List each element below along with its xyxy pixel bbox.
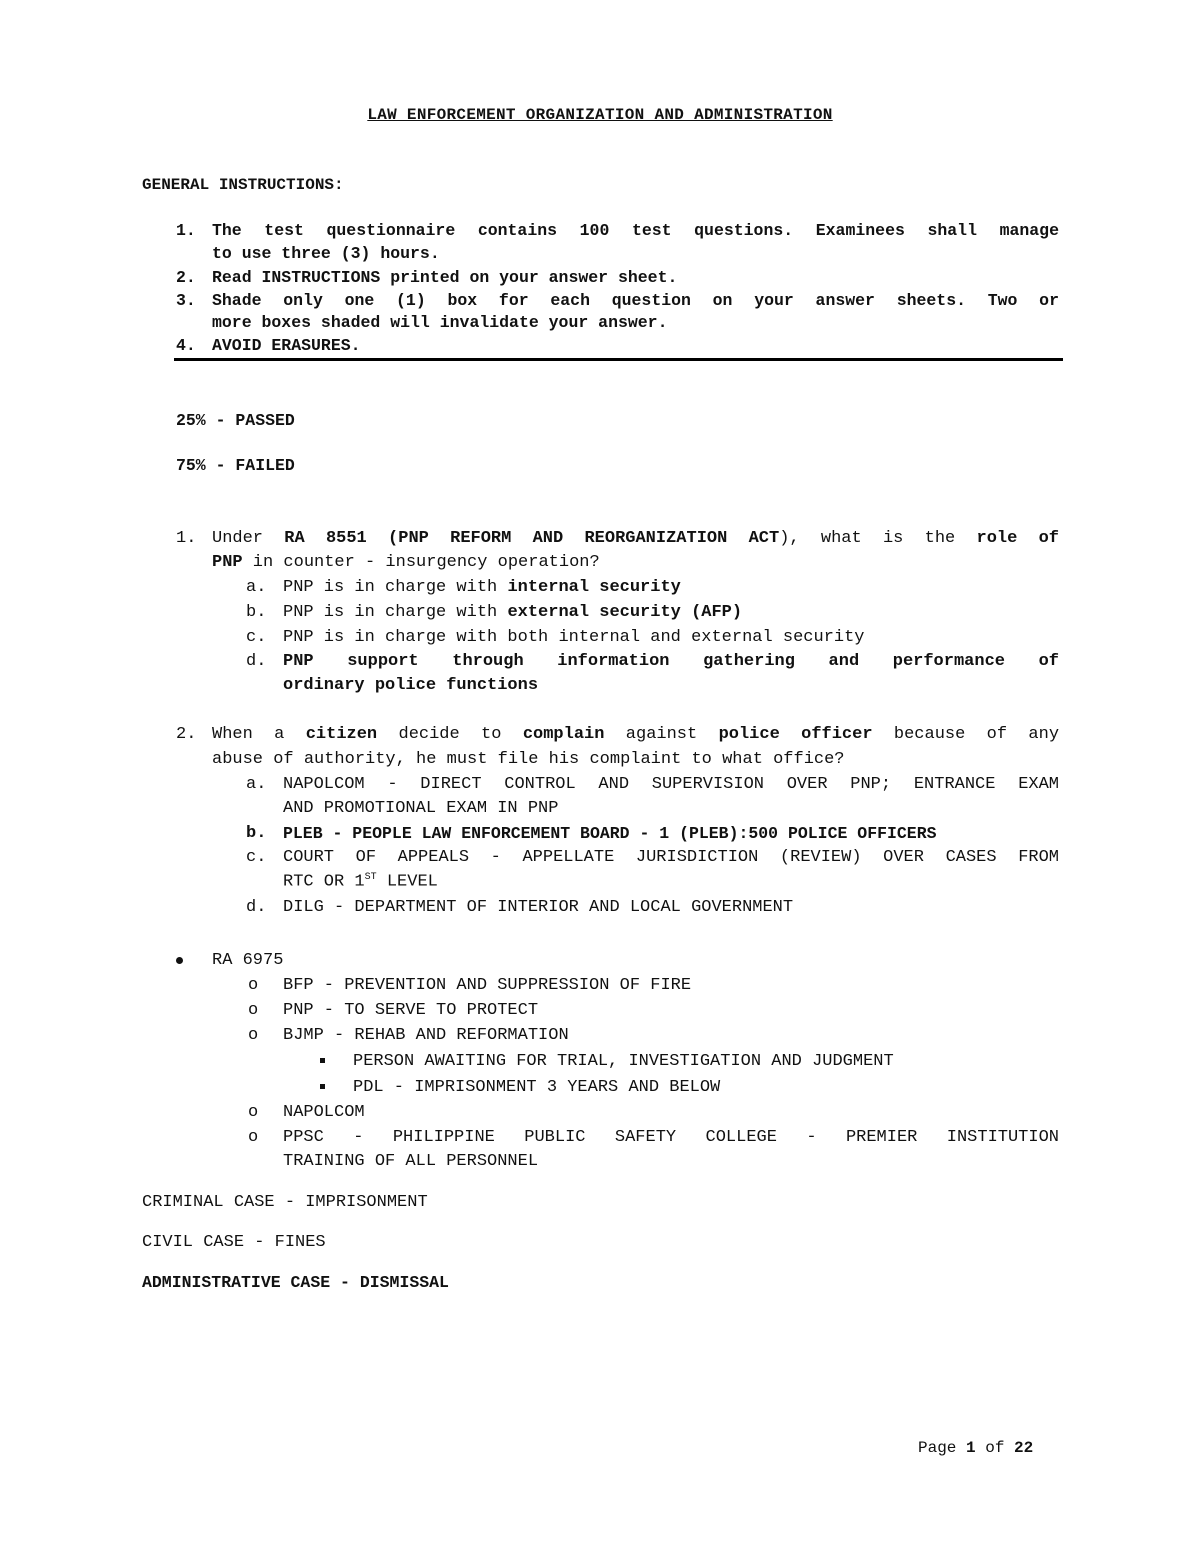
- option-text: NAPOLCOM - DIRECT CONTROL AND SUPERVISION OVER PNP; ENTRANCE EXAM: [283, 775, 1059, 794]
- circle-bullet-icon: o: [248, 1026, 259, 1045]
- option-text-plain: RTC OR 1: [283, 872, 365, 892]
- option-text: [283, 872, 438, 892]
- bullet-icon: [176, 957, 183, 964]
- question-number: 1.: [176, 529, 197, 548]
- option-label: b.: [246, 824, 267, 843]
- option-text-bold: external security (AFP): [507, 603, 743, 622]
- option-text: DILG - DEPARTMENT OF INTERIOR AND LOCAL GOVERNMENT: [283, 898, 794, 917]
- list-item: BFP - PREVENTION AND SUPPRESSION OF FIRE: [283, 976, 692, 995]
- option-text-plain: PNP is in charge with: [283, 578, 508, 597]
- stem-text: ), what is the: [779, 529, 977, 548]
- instruction-text: Shade only one (1) box for each question on your answer sheets. Two or: [212, 291, 1059, 310]
- instruction-text: to use three (3) hours.: [212, 244, 440, 263]
- question-number: 2.: [176, 725, 197, 744]
- option-label: b.: [246, 603, 267, 622]
- square-bullet-icon: [320, 1084, 325, 1089]
- page-word: Page: [918, 1439, 967, 1457]
- stem-text: against: [604, 725, 719, 744]
- option-text: [283, 578, 681, 597]
- list-item: TRAINING OF ALL PERSONNEL: [283, 1152, 539, 1171]
- list-item: PNP - TO SERVE TO PROTECT: [283, 1001, 539, 1020]
- option-text: PNP support through information gathering and performance of: [283, 652, 1059, 671]
- page-total: 22: [1014, 1439, 1034, 1457]
- option-text-plain: LEVEL: [376, 872, 438, 892]
- horizontal-rule: [174, 358, 1063, 361]
- civil-case: CIVIL CASE - FINES: [142, 1233, 326, 1252]
- list-item: PDL - IMPRISONMENT 3 YEARS AND BELOW: [353, 1078, 721, 1097]
- stem-text: PNP: [212, 553, 243, 572]
- circle-bullet-icon: o: [248, 1103, 259, 1122]
- stem-text: citizen: [305, 725, 378, 744]
- question-stem-line2: abuse of authority, he must file his complaint to what office?: [212, 750, 845, 769]
- page-number: 1: [966, 1439, 976, 1457]
- option-label: a.: [246, 775, 267, 794]
- option-label: d.: [246, 898, 267, 917]
- instruction-text: Read INSTRUCTIONS printed on your answer sheet.: [212, 268, 678, 287]
- failed-label: 75% - FAILED: [176, 456, 295, 475]
- stem-text: RA 8551 (PNP REFORM AND REORGANIZATION ACT: [284, 529, 780, 548]
- list-item: NAPOLCOM: [283, 1103, 365, 1122]
- stem-text: police officer: [718, 725, 873, 744]
- instruction-number: 1.: [176, 221, 196, 240]
- instruction-text: The test questionnaire contains 100 test questions. Examinees shall manage: [212, 221, 1059, 240]
- instruction-number: 3.: [176, 291, 196, 310]
- instruction-number: 4.: [176, 336, 196, 355]
- option-text: COURT OF APPEALS - APPELLATE JURISDICTION (REVIEW) OVER CASES FROM: [283, 848, 1059, 867]
- stem-text: in counter - insurgency operation?: [242, 553, 600, 572]
- stem-text: role of: [976, 529, 1059, 548]
- list-heading: RA 6975: [212, 951, 284, 970]
- administrative-case: ADMINISTRATIVE CASE - DISMISSAL: [142, 1273, 449, 1292]
- instruction-number: 2.: [176, 268, 196, 287]
- stem-text: because of any: [872, 725, 1060, 744]
- question-stem: [212, 529, 1059, 548]
- criminal-case: CRIMINAL CASE - IMPRISONMENT: [142, 1193, 428, 1212]
- stem-text: When a: [212, 725, 306, 744]
- page-title: LAW ENFORCEMENT ORGANIZATION AND ADMINISTRATION: [367, 106, 833, 124]
- stem-text: decide to: [377, 725, 523, 744]
- square-bullet-icon: [320, 1058, 325, 1063]
- instruction-text: more boxes shaded will invalidate your answer.: [212, 313, 668, 332]
- instruction-text: AVOID ERASURES.: [212, 336, 361, 355]
- stem-text: Under: [212, 529, 285, 548]
- option-text: PLEB - PEOPLE LAW ENFORCEMENT BOARD - 1 (PLEB):500 POLICE OFFICERS: [283, 824, 937, 843]
- stem-text: complain: [522, 725, 605, 744]
- list-item: PERSON AWAITING FOR TRIAL, INVESTIGATION AND JUDGMENT: [353, 1052, 894, 1071]
- superscript: ST: [364, 872, 377, 883]
- general-instructions-heading: GENERAL INSTRUCTIONS:: [142, 176, 344, 194]
- circle-bullet-icon: o: [248, 1128, 259, 1147]
- option-text: [283, 603, 742, 622]
- question-stem: [212, 725, 1059, 744]
- question-stem-line2: [212, 553, 600, 572]
- of-word: of: [975, 1439, 1015, 1457]
- option-text-bold: internal security: [507, 578, 681, 597]
- circle-bullet-icon: o: [248, 976, 259, 995]
- option-label: c.: [246, 628, 267, 647]
- option-text: PNP is in charge with both internal and external security: [283, 628, 865, 647]
- option-text-plain: PNP is in charge with: [283, 603, 508, 622]
- option-label: d.: [246, 652, 267, 671]
- option-text: ordinary police functions: [283, 676, 539, 695]
- option-text: AND PROMOTIONAL EXAM IN PNP: [283, 799, 559, 818]
- passed-label: 25% - PASSED: [176, 411, 295, 430]
- list-item: PPSC - PHILIPPINE PUBLIC SAFETY COLLEGE - PREMIER INSTITUTION: [283, 1128, 1059, 1147]
- option-label: a.: [246, 578, 267, 597]
- circle-bullet-icon: o: [248, 1001, 259, 1020]
- option-label: c.: [246, 848, 267, 867]
- list-item: BJMP - REHAB AND REFORMATION: [283, 1026, 569, 1045]
- page-footer: [918, 1439, 1033, 1457]
